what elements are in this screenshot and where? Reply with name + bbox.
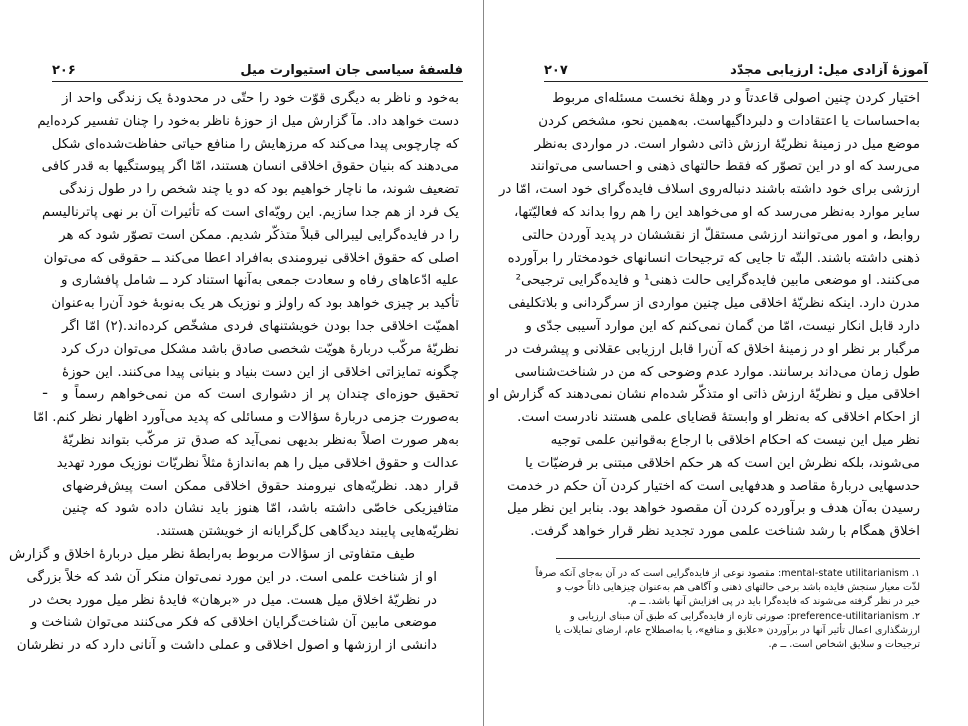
right-page bbox=[484, 0, 968, 726]
footnotes bbox=[535, 558, 920, 652]
text-line: متافیزیکی خاصّی داشته باشد، امّا هنوز باید نشان داده شود که چنین bbox=[62, 501, 459, 517]
text-line: او از شناخت علمی است. در این مورد نمی‌توان منکر آن شد که خلاً بزرگی bbox=[26, 569, 437, 585]
margin-mark: ـ bbox=[43, 382, 48, 398]
text-line: می‌رسد که او در این تصوّر که فقط حالتهای ذهنی و احساسی می‌توانند bbox=[530, 159, 920, 175]
text-line: دانشی از ارزشها و اصول اخلاقی و عملی داشت و آنانی دارد که در نظرشان bbox=[16, 638, 437, 654]
text-line: اختیار کردن چنین اصولی قاعدتاً و در وهلهٔ نخست مسئله‌ای مربوط bbox=[552, 91, 920, 106]
left-page-body bbox=[9, 88, 459, 658]
footnote-line: خیر در نظر گرفته می‌شوند که فایده‌گرا باید در پی افزایش آنها باشد. ــ م. bbox=[627, 596, 920, 608]
text-line: اصلی که حقوق اخلاقی نیرومندی به‌افراد اعطا می‌کند ــ حقوقی که می‌توان bbox=[43, 250, 459, 266]
text-line: دست خواهد داد. مآ گزارش میل از حوزهٔ ناظر به‌خود را چنان تفسیر کرده‌ایم bbox=[37, 113, 459, 129]
running-title: فلسفهٔ سیاسی جان استیوارت میل bbox=[240, 63, 463, 78]
page-number: ۲۰۷ bbox=[544, 63, 568, 78]
text-line: موضعی مابین آن شناخت‌گرایان اخلاقی که فکر می‌کنند می‌توان شناخت و bbox=[30, 615, 437, 631]
text-line: ذهنی داشته باشند. البتّه تا جایی که ترجیحات انسانهای خودمختار را برآورده bbox=[507, 250, 920, 266]
text-line: تأکید بر چیزی خواهد بود که راولز و نوزیک هر یک به‌نوبهٔ خود آن‌را به‌عنوان bbox=[51, 296, 459, 312]
text-line: حدسهایی دربارهٔ مقاصد و هدفهایی است که اختیار کردن آن حکم در خدمت bbox=[506, 478, 920, 494]
text-line: می‌شوند، بلکه نظرش این است که هر حکم اخلاقی مبتنی بر فرضیّات یا bbox=[525, 455, 920, 471]
footnote-line: ۲. preference-utilitarianism: صورتی تازه از فایده‌گرایی که طبق آن مبنای ارزیابی و bbox=[570, 610, 920, 622]
text-line: روابط، و امور می‌توانند ارزشی مستقلّ از نقششان در پدید آوردن حالتی bbox=[521, 227, 920, 243]
right-page-body bbox=[488, 88, 920, 544]
text-line: نظریّه‌هایی پایبند دیدگاهی کل‌گرایانه از خویشتن هستند. bbox=[156, 524, 459, 540]
footnote-line: ترجیحات و سلایق اشخاص است. ــ م. bbox=[768, 639, 920, 651]
text-line: تضعیف شوند، ما ناچار خواهیم بود که دو یا چند شخص را در طول زندگی bbox=[58, 182, 459, 198]
text-line: یک فرد از هم جدا سازیم. این رویّه‌ای است که تأثیرات آن بر نهی پاترنالیسم bbox=[42, 204, 459, 220]
text-line: مرگبار بر نظر او در زمینهٔ اخلاق که آن‌را قابل ارزیابی عقلانی و پیشرفت در bbox=[505, 341, 920, 357]
text-line: نظر میل این نیست که احکام اخلاقی با ارجاع به‌قوانین علمی توجیه bbox=[550, 432, 920, 448]
text-line: علیه ادّعاهای رفاه و سعادت جمعی به‌آنها استناد کرد ــ شامل پافشاری و bbox=[61, 273, 459, 289]
footnote-line: ۱. mental-state utilitarianism: مقصود نوعی از فایده‌گرایی است که در آن به‌جای آنکه صرفاً bbox=[535, 568, 920, 579]
paragraph bbox=[9, 544, 459, 658]
text-line: قرار دهد. نظریّه‌های نیرومند حقوق اخلاقی ممکن است پیش‌فرضهای bbox=[62, 478, 459, 494]
left-page-header bbox=[52, 56, 463, 82]
page-number: ۲۰۶ bbox=[52, 63, 76, 78]
text-line: طول زمان می‌داند برسانند. موارد عدم وضوحی که من در شناخت‌شناسی bbox=[514, 364, 920, 380]
text-line: به‌صورت جزمی دربارهٔ سؤالات و مسائلی که پدید می‌آورد اظهار نظر کنم. امّا bbox=[33, 410, 459, 426]
paragraph bbox=[488, 88, 920, 544]
text-line: مدرن دارد. اینکه نظریّهٔ اخلاقی میل چنین مواردی از سرگردانی و بلاتکلیفی bbox=[508, 296, 920, 312]
text-line: عدالت و حقوق اخلاقی میل را هم به‌اندازهٔ مثلاً نظریّات نوزیک مورد تهدید bbox=[56, 455, 459, 471]
paragraph bbox=[33, 88, 459, 544]
text-line: می‌دهند که بنیان حقوق اخلاقی انسان هستند، امّا اگر پیوستگیها به قدر کافی bbox=[41, 159, 459, 175]
text-line: تحقیق حوزه‌ای چندان پر از دشواری است که من نمی‌خواهم رسماً و bbox=[62, 387, 459, 403]
text-line: اخلاق همگام با رشد شناخت علمی مورد تجدید نظر قرار خواهد گرفت. bbox=[530, 524, 920, 540]
text-line: که چارچوبی پیدا می‌کند که مرزهایش را منافع حیاتی حفاظت‌شده‌ای شکل bbox=[51, 136, 459, 152]
footnote-line: لذّت معیار سنجش فایده باشد برخی حالتهای ذهنی و آگاهی هم به‌عنوان چیزهایی ذاتاً خوب و bbox=[556, 582, 920, 594]
text-line: به‌خود و ناظر به دیگری قوّت خود را حتّی در محدودهٔ یک زندگی واحد از bbox=[62, 91, 459, 106]
text-line: طیف متفاوتی از سؤالات مربوط به‌رابطهٔ نظر میل دربارهٔ اخلاق و گزارش bbox=[9, 546, 415, 562]
text-line: دارد قابل انکار نیست، امّا من گمان نمی‌کنم که این موارد آسیبی جدّی و bbox=[525, 318, 920, 334]
text-line: سایر موارد به‌نظر می‌رسد که او می‌خواهد این را هم روا بداند که فعالیّتها، bbox=[513, 204, 920, 220]
text-line: نظریّهٔ مرکّب دربارهٔ هویّت شخصی صادق باشد مشکل می‌توان درک کرد bbox=[60, 341, 459, 357]
footnote-line: ارزشگذاری اعمال تأثیر آنها در برآوردن «علایق و منافع»، یا به‌اصطلاح عام، ارضای تمایلات یا bbox=[555, 624, 920, 636]
right-page-header bbox=[544, 56, 928, 82]
text-line: را در فایده‌گرایی لیبرالی قبلاً متذکّر شدیم. ممکن است تصوّر شود که هر bbox=[59, 227, 459, 243]
text-line: چگونه تمایزاتی اخلاقی از این دست بنیاد و بنیانی پیدا می‌کنند. این حوزهٔ bbox=[62, 364, 459, 380]
text-line: در نظریّهٔ اخلاق میل هست. میل در «برهان» فایدهٔ نظر میل مورد بحث در bbox=[29, 592, 437, 608]
text-line: موضع میل در زمینهٔ نظریّهٔ ارزش ذاتی دشوار است. در مواردی به‌نظر bbox=[534, 136, 920, 152]
text-line: به‌احساسات یا اعتقادات و دلبرداگیهاست. به‌همین نحو، مشخص کردن bbox=[538, 113, 920, 129]
text-line: ارزشی برای خود داشته باشند دنباله‌روی اسلاف فایده‌گرای خود است، امّا در bbox=[498, 182, 920, 198]
text-line: اهمیّت اخلاقی جدا بودن خویشتنهای فردی مشخّص کرده‌اند.(۲) امّا اگر bbox=[62, 318, 459, 334]
text-line: می‌کنند. او موضعی مابین فایده‌گرایی حالت ذهنی¹ و فایده‌گرایی ترجیحی² bbox=[515, 273, 920, 289]
text-line: رسیدن به‌آن هدف و برآورده کردن آن مقصود خواهد بود. بنابر این نظر میل bbox=[506, 501, 920, 517]
text-line: از احکام اخلاقی که به‌نظر او وابستهٔ قضایای علمی هستند نادرست است. bbox=[517, 410, 920, 426]
text-line: اخلاقی میل و نظریّهٔ ارزش ذاتی او متذکّر شده‌ام نشان نمی‌دهند که گزارش او bbox=[488, 387, 920, 403]
text-line: به‌هر صورت اصلاً به‌نظر بدیهی نمی‌آید که صدق تز مرکّب بتواند نظریّهٔ bbox=[62, 432, 459, 448]
running-title: آموزهٔ آزادی میل: ارزیابی مجدّد bbox=[730, 63, 928, 78]
